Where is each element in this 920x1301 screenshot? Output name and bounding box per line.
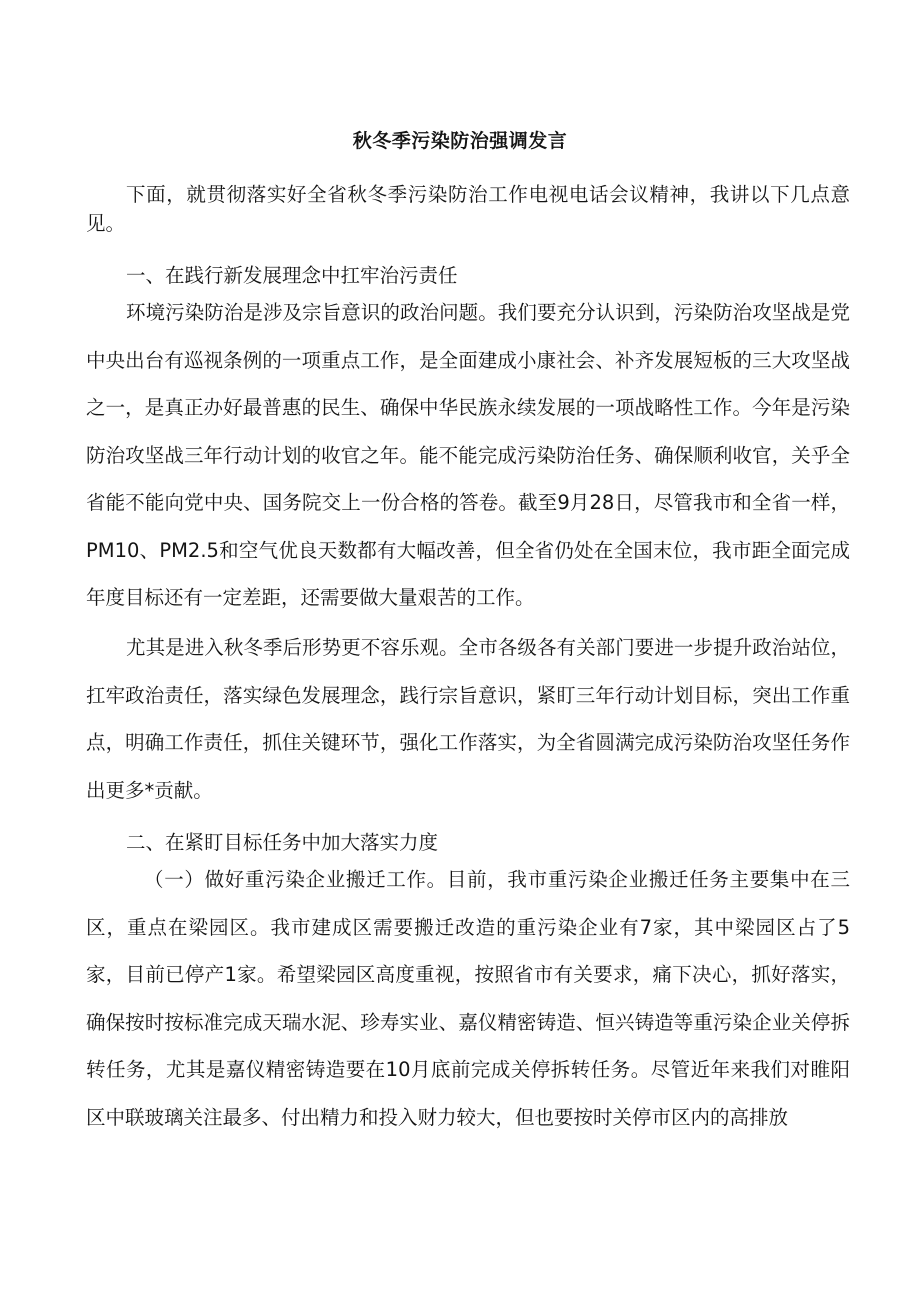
body-paragraph-3: （一）做好重污染企业搬迁工作。目前，我市重污染企业搬迁任务主要集中在三区，重点在梁园区。我市建成区需要搬迁改造的重污染企业有7家，其中梁园区占了5家，目前已停产1家。希望梁园区高度重视，按照省市有关要求，痛下决心，抓好落实，确保按时按标准完成天瑞水泥、珍寿实业、嘉仪精密铸造、恒兴铸造等重污染企业关停拆转任务，尤其是嘉仪精密铸造要在10月底前完成关停拆转任务。尽管近年来我们对睢阳区中联玻璃关注最多、付出精力和投入财力较大，但也要按时关停市区内的高排放 — [86, 868, 850, 1129]
document-title: 秋冬季污染防治强调发言 — [352, 130, 568, 152]
section-heading-2: 二、在紧盯目标任务中加大落实力度 — [126, 831, 439, 854]
intro-paragraph: 下面，就贯彻落实好全省秋冬季污染防治工作电视电话会议精神，我讲以下几点意见。 — [86, 183, 850, 235]
body-paragraph-1: 环境污染防治是涉及宗旨意识的政治问题。我们要充分认识到，污染防治攻坚战是党中央出台有巡视条例的一项重点工作，是全面建成小康社会、补齐发展短板的三大攻坚战之一，是真正办好最普惠的民生、确保中华民族永续发展的一项战略性工作。今年是污染防治攻坚战三年行动计划的收官之年。能不能完成污染防治任务、确保顺利收官，关乎全省能不能向党中央、国务院交上一份合格的答卷。截至9月28日，尽管我市和全省一样，PM10、PM2.5和空气优良天数都有大幅改善，但全省仍处在全国末位，我市距全面完成年度目标还有一定差距，还需要做大量艰苦的工作。 — [86, 301, 850, 609]
section-heading-1: 一、在践行新发展理念中扛牢治污责任 — [126, 264, 458, 287]
body-paragraph-2: 尤其是进入秋冬季后形势更不容乐观。全市各级各有关部门要进一步提升政治站位，扛牢政治责任，落实绿色发展理念，践行宗旨意识，紧盯三年行动计划目标，突出工作重点，明确工作责任，抓住关键环节，强化工作落实，为全省圆满完成污染防治攻坚任务作出更多*贡献。 — [86, 636, 850, 802]
